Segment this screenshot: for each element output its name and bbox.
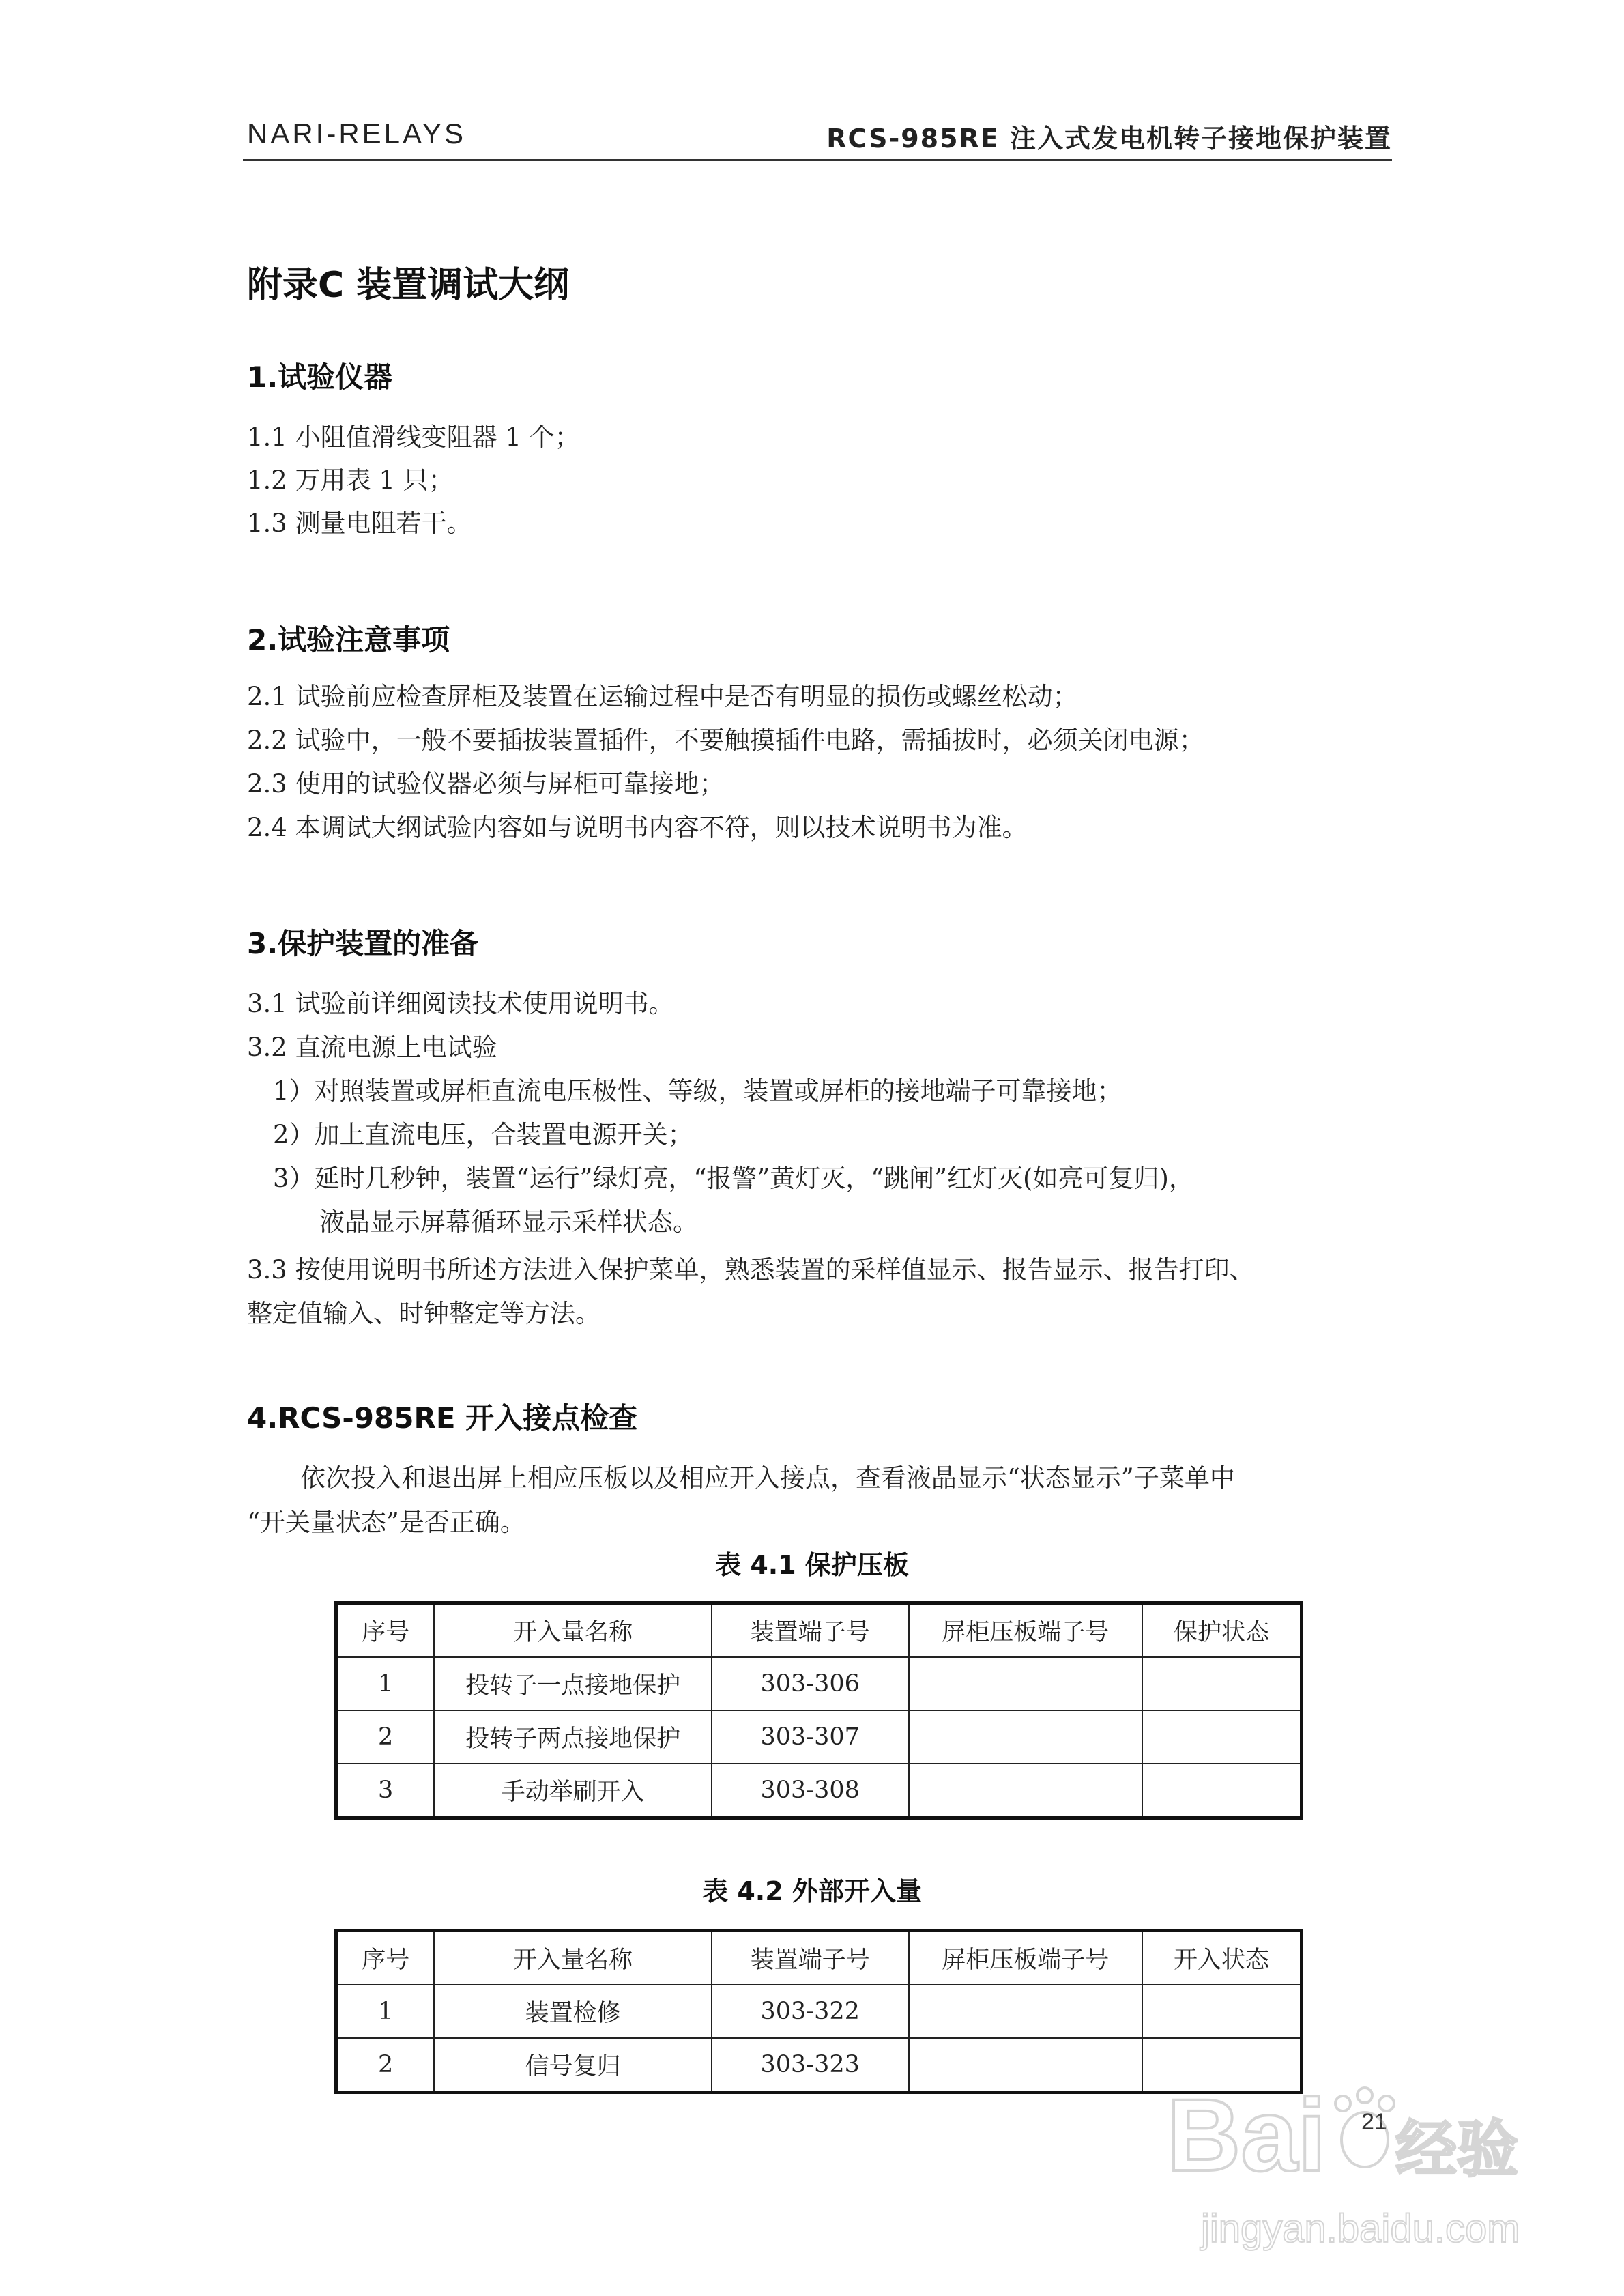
section-1-line-1: 1.1 小阻值滑线变阻器 1 个；: [247, 422, 580, 452]
table-cell: 303-306: [712, 1657, 909, 1710]
section-2-line-4: 2.4 本调试大纲试验内容如与说明书内容不符，则以技术说明书为准。: [247, 813, 1028, 842]
section-3-line-6: 液晶显示屏幕循环显示采样状态。: [319, 1207, 698, 1237]
section-2-line-2: 2.2 试验中，一般不要插拔装置插件，不要触摸插件电路，需插拔时，必须关闭电源；: [247, 726, 1204, 755]
table-2-caption: 表 4.2 外部开入量: [702, 1876, 922, 1906]
table-cell: 303-323: [712, 2038, 909, 2093]
watermark-brand: Bai: [1167, 2078, 1326, 2192]
baidu-jingyan-watermark: [1160, 2068, 1528, 2266]
table-cell: 303-322: [712, 1985, 909, 2038]
section-2-line-3: 2.3 使用的试验仪器必须与屏柜可靠接地；: [247, 769, 725, 799]
page-number: 21: [1361, 2109, 1387, 2135]
section-3-line-2: 3.2 直流电源上电试验: [247, 1033, 497, 1062]
header-divider: [243, 159, 1392, 161]
header-cell: 开入量名称: [434, 1603, 711, 1658]
appendix-title: 附录C 装置调试大纲: [247, 265, 570, 306]
watermark-url: jingyan.baidu.com: [1201, 2207, 1520, 2251]
table-cell: [909, 1657, 1142, 1710]
table-header-row: [336, 1603, 1302, 1658]
table-cell: [909, 1764, 1142, 1818]
section-2-title: 2.试验注意事项: [247, 623, 450, 657]
table-cell: [909, 1985, 1142, 2038]
table-cell: [909, 1710, 1142, 1764]
header-cell: 保护状态: [1142, 1603, 1302, 1658]
section-3-line-8: 整定值输入、时钟整定等方法。: [247, 1299, 600, 1328]
header-cell: 屏柜压板端子号: [909, 1603, 1142, 1658]
section-1-line-3: 1.3 测量电阻若干。: [247, 508, 472, 538]
table-cell: [1142, 1985, 1302, 2038]
table-cell: 信号复归: [434, 2038, 711, 2093]
header-cell: 序号: [336, 1603, 435, 1658]
header-cell: 序号: [336, 1931, 435, 1985]
header-cell: 开入量名称: [434, 1931, 711, 1985]
table-cell: [909, 2038, 1142, 2093]
header-product-title: RCS-985RE 注入式发电机转子接地保护装置: [826, 124, 1392, 154]
header-cell: 屏柜压板端子号: [909, 1931, 1142, 1985]
table-header-row: [336, 1931, 1302, 1985]
external-input-table: [334, 1929, 1303, 2094]
table-cell: 投转子一点接地保护: [434, 1657, 711, 1710]
paw-icon: [1335, 2088, 1394, 2167]
section-4-line-1: 依次投入和退出屏上相应压板以及相应开入接点，查看液晶显示“状态显示”子菜单中: [300, 1463, 1235, 1493]
table-cell: 303-307: [712, 1710, 909, 1764]
section-4-title: 4.RCS-985RE 开入接点检查: [247, 1401, 638, 1435]
table-cell: 3: [336, 1764, 435, 1818]
section-3-title: 3.保护装置的准备: [247, 927, 479, 960]
section-3-line-4: 2）加上直流电压，合装置电源开关；: [273, 1120, 693, 1149]
table-row: [336, 1657, 1302, 1710]
table-row: [336, 2038, 1302, 2093]
table-cell: 1: [336, 1985, 435, 2038]
protection-plate-table: [334, 1601, 1303, 1820]
table-cell: 2: [336, 2038, 435, 2093]
section-1-title: 1.试验仪器: [247, 360, 393, 394]
header-cell: 开入状态: [1142, 1931, 1302, 1985]
table-row: [336, 1985, 1302, 2038]
section-3-line-1: 3.1 试验前详细阅读技术使用说明书。: [247, 989, 674, 1018]
table-cell: [1142, 1710, 1302, 1764]
header-company: NARI-RELAYS: [247, 117, 466, 149]
section-1-line-2: 1.2 万用表 1 只；: [247, 465, 454, 495]
section-3-line-3: 1）对照装置或屏柜直流电压极性、等级，装置或屏柜的接地端子可靠接地；: [273, 1076, 1122, 1106]
section-4-line-2: “开关量状态”是否正确。: [247, 1508, 525, 1537]
table-cell: 2: [336, 1710, 435, 1764]
section-3-line-7: 3.3 按使用说明书所述方法进入保护菜单，熟悉装置的采样值显示、报告显示、报告打印、: [247, 1255, 1255, 1285]
table-cell: 手动举刷开入: [434, 1764, 711, 1818]
table-cell: 303-308: [712, 1764, 909, 1818]
table-cell: 投转子两点接地保护: [434, 1710, 711, 1764]
watermark-brand-cn: 经验: [1395, 2114, 1518, 2185]
table-cell: 1: [336, 1657, 435, 1710]
header-cell: 装置端子号: [712, 1931, 909, 1985]
table-cell: 装置检修: [434, 1985, 711, 2038]
table-row: [336, 1764, 1302, 1818]
table-row: [336, 1710, 1302, 1764]
section-3-line-5: 3）延时几秒钟，装置“运行”绿灯亮，“报警”黄灯灭，“跳闸”红灯灭(如亮可复归)，: [273, 1164, 1194, 1193]
table-cell: [1142, 1657, 1302, 1710]
header-cell: 装置端子号: [712, 1603, 909, 1658]
table-1-caption: 表 4.1 保护压板: [715, 1550, 909, 1580]
section-2-line-1: 2.1 试验前应检查屏柜及装置在运输过程中是否有明显的损伤或螺丝松动；: [247, 682, 1078, 711]
table-cell: [1142, 1764, 1302, 1818]
